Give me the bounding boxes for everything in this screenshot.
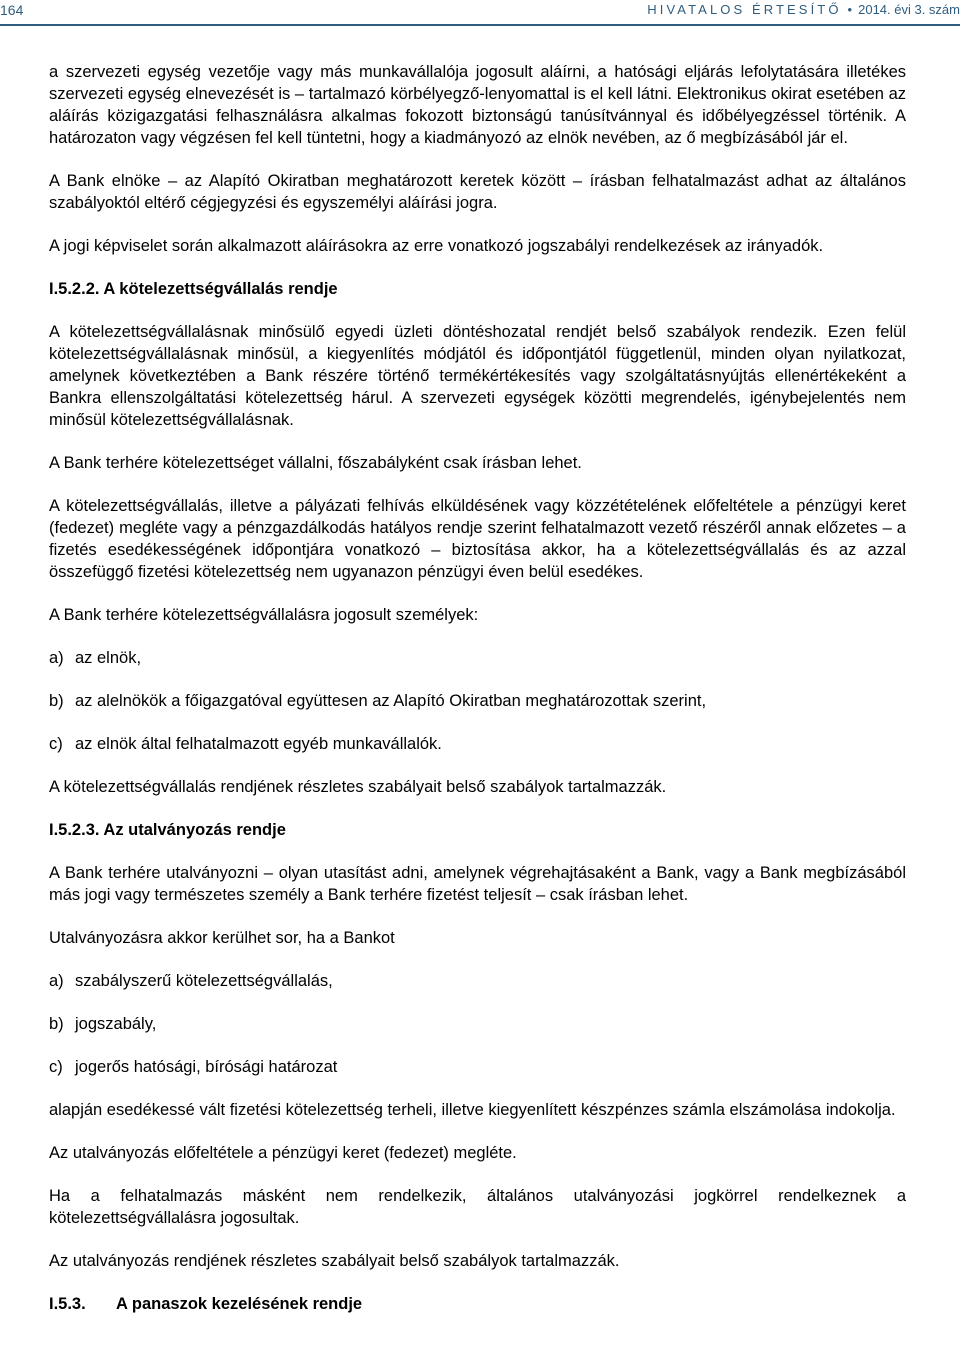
list-text: az elnök által felhatalmazott egyéb munkavállalók. — [75, 735, 442, 753]
list-text: az alelnökök a főigazgatóval együttesen az Alapító Okiratban meghatározottak szerint, — [75, 692, 707, 710]
paragraph-payment-condition: Utalványozásra akkor kerülhet sor, ha a Bankot — [49, 929, 395, 947]
page-number: 164 — [0, 2, 24, 18]
paragraph-commitment-authorized: A Bank terhére kötelezettségvállalásra jogosult személyek: — [49, 606, 479, 624]
paragraph-payment-basis: alapján esedékessé vált fizetési kötelezettség terheli, illetve kiegyenlített készpénzes számla elszámolása indokolja. — [49, 1101, 896, 1119]
list-marker: c) — [49, 1058, 63, 1076]
paragraph-payment-prerequisite: Az utalványozás előfeltétele a pénzügyi keret (fedezet) megléte. — [49, 1144, 517, 1162]
paragraph-payment-authority: Ha a felhatalmazás másként nem rendelkezik, általános utalványozási jogkörrel rendelkeznek a kötelezettségvállalásra jogosultak. — [49, 1187, 906, 1227]
paragraph-commitment-prerequisite: A kötelezettségvállalás, illetve a pályázati felhívás elküldésének vagy közzétételének előfeltétele a pénzügyi keret (fedezet) megléte vagy a pénzgazdálkodás hatályos rendje szerint felhatalmazott vezető részéről annak előzetes – a fizetés esedékességének időpontjára vonatkozó – biztosítása akkor, ha a kötelezettségvállalás és az azzal összefüggő fizetési kötelezettség nem ugyanazon pénzügyi éven belül esedékes. — [49, 497, 906, 581]
paragraph-payment-rules: Az utalványozás rendjének részletes szabályait belső szabályok tartalmazzák. — [49, 1252, 620, 1270]
paragraph-signature: a szervezeti egység vezetője vagy más munkavállalója jogosult aláírni, a hatósági eljárás lefolytatására illetékes szervezeti egység elnevezését is – tartalmazó körbélyegző-lenyomattal is el kell látni. Elektronikus okirat esetében az aláírás közigazgatási felhasználásra alkalmas fokozott biztonságú tanúsítvánnyal és időbélyegzéssel történik. A határozaton vagy végzésen fel kell tüntetni, hogy a kiadmányozó az elnök nevében, az ő megbízásából jár el. — [49, 63, 906, 147]
paragraph-legal-representation: A jogi képviselet során alkalmazott aláírásokra az erre vonatkozó jogszabályi rendelkezések az irányadók. — [49, 237, 824, 255]
section-heading-commitment: I.5.2.2. A kötelezettségvállalás rendje — [49, 280, 338, 298]
list-item — [49, 690, 906, 712]
journal-title: HIVATALOS ÉRTESÍTŐ — [647, 2, 842, 17]
list-item — [49, 647, 906, 669]
list-item — [49, 1013, 906, 1035]
section-heading-payment-order: I.5.2.3. Az utalványozás rendje — [49, 821, 286, 839]
paragraph-authorization: A Bank elnöke – az Alapító Okiratban meghatározott keretek között – írásban felhatalmazást adhat az általános szabályoktól eltérő cégjegyzési és egyszemélyi aláírási jogra. — [49, 172, 906, 212]
list-marker: a) — [49, 972, 64, 990]
list-text: az elnök, — [75, 649, 142, 667]
list-text: jogszabály, — [75, 1015, 157, 1033]
section-title: A panaszok kezelésének rendje — [116, 1295, 363, 1313]
list-text: jogerős hatósági, bírósági határozat — [75, 1058, 338, 1076]
list-text: szabályszerű kötelezettségvállalás, — [75, 972, 333, 990]
paragraph-commitment-written: A Bank terhére kötelezettséget vállalni, főszabályként csak írásban lehet. — [49, 454, 582, 472]
running-header — [647, 0, 960, 20]
paragraph-payment-definition: A Bank terhére utalványozni – olyan utasítást adni, amelynek végrehajtásaként a Bank, vagy a Bank megbízásából más jogi vagy természetes személy a Bank terhére fizetést teljesít – csak írásban lehet. — [49, 864, 906, 904]
paragraph-commitment-definition: A kötelezettségvállalásnak minősülő egyedi üzleti döntéshozatal rendjét belső szabályok rendezik. Ezen felül kötelezettségvállalásnak minősül, a kiegyenlítés módjától és időpontjától függetlenül, minden olyan nyilatkozat, amelynek következtében a Bank részére történő termékértékesítés vagy szolgáltatásnyújtás ellenértékeként a Bankra ellenszolgáltatási kötelezettség hárul. A szervezeti egységek közötti megrendelés, igénybejelentés nem minősül kötelezettségvállalásnak. — [49, 323, 906, 429]
section-number: I.5.3. — [49, 1295, 86, 1313]
issue-label: 2014. évi 3. szám — [858, 2, 960, 17]
list-marker: b) — [49, 692, 64, 710]
list-item — [49, 1056, 906, 1078]
list-marker: b) — [49, 1015, 64, 1033]
list-item — [49, 970, 906, 992]
document-body — [49, 61, 906, 1336]
list-marker: c) — [49, 735, 63, 753]
page-header — [0, 0, 960, 26]
list-item — [49, 733, 906, 755]
header-bullet: • — [847, 2, 853, 17]
paragraph-commitment-rules: A kötelezettségvállalás rendjének részletes szabályait belső szabályok tartalmazzák. — [49, 778, 667, 796]
list-marker: a) — [49, 649, 64, 667]
section-heading-complaints — [49, 1293, 906, 1315]
